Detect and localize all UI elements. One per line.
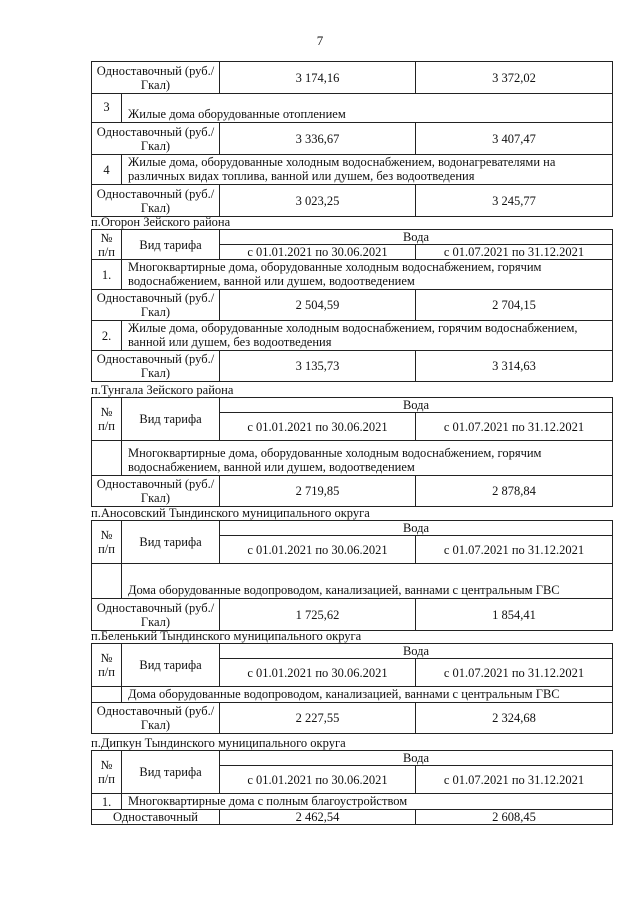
header-period2: с 01.07.2021 по 31.12.2021 [416, 766, 613, 794]
tariff-label: Одноставочный (руб./Гкал) [92, 185, 220, 217]
value-period1: 2 719,85 [220, 476, 416, 507]
tariff-label: Одноставочный (руб./Гкал) [92, 351, 220, 382]
table-row [92, 703, 613, 734]
header-period1: с 01.01.2021 по 30.06.2021 [220, 413, 416, 441]
value-period1: 3 174,16 [220, 62, 416, 94]
group-description: Многоквартирные дома, оборудованные холодным водоснабжением, горячим водоснабжением, ванной или душем, водоотведением [122, 260, 613, 290]
value-period1: 3 023,25 [220, 185, 416, 217]
value-period1: 3 135,73 [220, 351, 416, 382]
header-water: Вода [220, 230, 613, 245]
table-row [92, 351, 613, 382]
row-number: 2. [92, 321, 122, 351]
value-period2: 2 878,84 [416, 476, 613, 507]
table-continuation [91, 61, 612, 217]
table-ogoron [91, 229, 612, 382]
tariff-label: Одноставочный (руб./Гкал) [92, 290, 220, 321]
value-period2: 3 407,47 [416, 123, 613, 155]
header-tariff: Вид тарифа [122, 230, 220, 260]
table-row [92, 185, 613, 217]
table-row [92, 687, 613, 703]
tariff-label: Одноставочный (руб./Гкал) [92, 62, 220, 94]
table-row [92, 155, 613, 185]
header-period1: с 01.01.2021 по 30.06.2021 [220, 766, 416, 794]
row-number [92, 564, 122, 599]
group-description: Дома оборудованные водопроводом, канализацией, ваннами с центральным ГВС [122, 687, 613, 703]
group-description: Многоквартирные дома с полным благоустройством [122, 794, 613, 810]
header-water: Вода [220, 521, 613, 536]
group-description: Дома оборудованные водопроводом, канализацией, ваннами с центральным ГВС [122, 564, 613, 599]
tariff-label: Одноставочный (руб./Гкал) [92, 599, 220, 631]
group-description: Многоквартирные дома, оборудованные холодным водоснабжением, горячим водоснабжением, ванной или душем, водоотведением [122, 441, 613, 476]
value-period2: 3 372,02 [416, 62, 613, 94]
value-period2: 2 324,68 [416, 703, 613, 734]
value-period1: 1 725,62 [220, 599, 416, 631]
header-tariff: Вид тарифа [122, 398, 220, 441]
value-period2: 2 608,45 [416, 810, 613, 825]
table-belenky [91, 643, 612, 734]
value-period1: 2 227,55 [220, 703, 416, 734]
header-number: № п/п [92, 521, 122, 564]
value-period1: 2 462,54 [220, 810, 416, 825]
header-period1: с 01.01.2021 по 30.06.2021 [220, 659, 416, 687]
tariff-label: Одноставочный [92, 810, 220, 825]
table-header-row [92, 230, 613, 245]
header-period2: с 01.07.2021 по 31.12.2021 [416, 245, 613, 260]
table-header-row [92, 644, 613, 659]
table-row [92, 94, 613, 123]
header-number: № п/п [92, 398, 122, 441]
value-period1: 2 504,59 [220, 290, 416, 321]
group-description: Жилые дома оборудованные отоплением [122, 94, 613, 123]
row-number [92, 687, 122, 703]
value-period2: 3 314,63 [416, 351, 613, 382]
header-period2: с 01.07.2021 по 31.12.2021 [416, 413, 613, 441]
section-title-anosovsky: п.Аносовский Тындинского муниципального округа [91, 506, 370, 520]
section-title-dipkun: п.Дипкун Тындинского муниципального округа [91, 736, 346, 750]
table-tungala [91, 397, 612, 507]
row-number: 3 [92, 94, 122, 123]
header-number: № п/п [92, 644, 122, 687]
table-row [92, 290, 613, 321]
tariff-label: Одноставочный (руб./Гкал) [92, 476, 220, 507]
tariff-label: Одноставочный (руб./Гкал) [92, 123, 220, 155]
table-header-row [92, 398, 613, 413]
section-title-ogoron: п.Огорон Зейского района [91, 215, 231, 229]
header-number: № п/п [92, 751, 122, 794]
group-description: Жилые дома, оборудованные холодным водоснабжением, горячим водоснабжением, ванной или душем, без водоотведения [122, 321, 613, 351]
value-period1: 3 336,67 [220, 123, 416, 155]
header-water: Вода [220, 751, 613, 766]
table-header-row [92, 751, 613, 766]
tariff-label: Одноставочный (руб./Гкал) [92, 703, 220, 734]
table-row [92, 321, 613, 351]
header-period2: с 01.07.2021 по 31.12.2021 [416, 659, 613, 687]
value-period2: 2 704,15 [416, 290, 613, 321]
table-dipkun [91, 750, 612, 825]
header-period2: с 01.07.2021 по 31.12.2021 [416, 536, 613, 564]
table-row [92, 810, 613, 825]
table-row [92, 441, 613, 476]
table-row [92, 260, 613, 290]
row-number: 1. [92, 260, 122, 290]
row-number [92, 441, 122, 476]
table-row [92, 62, 613, 94]
table-anosovsky [91, 520, 612, 631]
header-number: № п/п [92, 230, 122, 260]
header-water: Вода [220, 398, 613, 413]
table-row [92, 564, 613, 599]
table-row [92, 476, 613, 507]
header-period1: с 01.01.2021 по 30.06.2021 [220, 245, 416, 260]
page-number: 7 [316, 33, 324, 48]
section-title-tungala: п.Тунгала Зейского района [91, 383, 234, 397]
section-title-belenky: п.Беленький Тындинского муниципального округа [91, 629, 362, 643]
table-row [92, 794, 613, 810]
table-header-row [92, 521, 613, 536]
table-row [92, 123, 613, 155]
header-tariff: Вид тарифа [122, 644, 220, 687]
row-number: 1. [92, 794, 122, 810]
header-water: Вода [220, 644, 613, 659]
row-number: 4 [92, 155, 122, 185]
header-tariff: Вид тарифа [122, 521, 220, 564]
value-period2: 3 245,77 [416, 185, 613, 217]
table-row [92, 599, 613, 631]
value-period2: 1 854,41 [416, 599, 613, 631]
header-tariff: Вид тарифа [122, 751, 220, 794]
group-description: Жилые дома, оборудованные холодным водоснабжением, водонагревателями на различных видах топлива, ванной или душем, без водоотведения [122, 155, 613, 185]
header-period1: с 01.01.2021 по 30.06.2021 [220, 536, 416, 564]
